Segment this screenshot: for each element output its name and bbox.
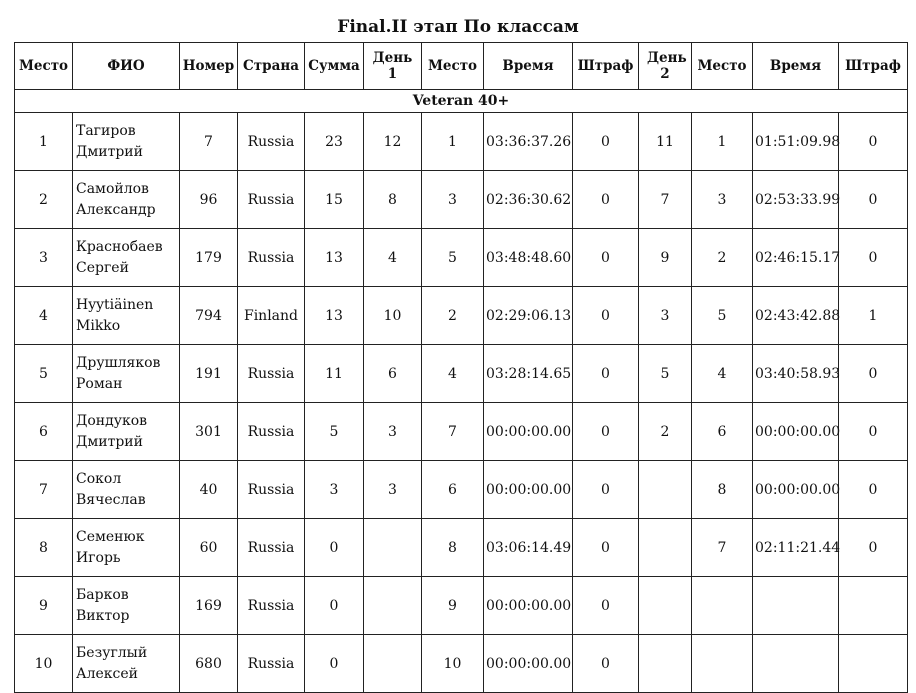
cell-place1: 4 <box>422 345 484 403</box>
header-cell: Время <box>484 43 573 90</box>
cell-place2: 5 <box>692 287 753 345</box>
cell-penalty1: 0 <box>573 171 639 229</box>
cell-sum: 5 <box>305 403 364 461</box>
group-row <box>15 90 908 113</box>
cell-time1: 03:48:48.60 <box>484 229 573 287</box>
cell-time2: 02:46:15.17 <box>753 229 839 287</box>
cell-country: Russia <box>238 113 305 171</box>
cell-day2 <box>639 635 692 693</box>
cell-number: 301 <box>180 403 238 461</box>
cell-country: Russia <box>238 461 305 519</box>
cell-penalty2: 0 <box>839 461 908 519</box>
header-cell: Время <box>753 43 839 90</box>
header-cell: День 1 <box>364 43 422 90</box>
cell-time1: 00:00:00.00 <box>484 577 573 635</box>
given-name: Сергей <box>76 259 129 276</box>
cell-time1: 00:00:00.00 <box>484 635 573 693</box>
cell-penalty2: 0 <box>839 229 908 287</box>
surname: Тагиров <box>76 122 136 139</box>
given-name: Роман <box>76 375 123 392</box>
cell-sum: 15 <box>305 171 364 229</box>
cell-place1: 1 <box>422 113 484 171</box>
cell-day2 <box>639 461 692 519</box>
given-name: Дмитрий <box>76 433 143 450</box>
cell-day2: 9 <box>639 229 692 287</box>
cell-day1: 4 <box>364 229 422 287</box>
cell-time2: 02:53:33.99 <box>753 171 839 229</box>
table-row <box>15 171 908 229</box>
cell-place1: 3 <box>422 171 484 229</box>
cell-place1: 2 <box>422 287 484 345</box>
table-row <box>15 461 908 519</box>
cell-name <box>73 229 180 287</box>
cell-number: 680 <box>180 635 238 693</box>
cell-place: 10 <box>15 635 73 693</box>
cell-name <box>73 345 180 403</box>
cell-penalty1: 0 <box>573 461 639 519</box>
cell-penalty1: 0 <box>573 403 639 461</box>
table-row <box>15 345 908 403</box>
cell-day1 <box>364 519 422 577</box>
cell-day1 <box>364 577 422 635</box>
header-cell: Штраф <box>839 43 908 90</box>
cell-penalty1: 0 <box>573 577 639 635</box>
cell-day2: 11 <box>639 113 692 171</box>
cell-penalty1: 0 <box>573 287 639 345</box>
given-name: Игорь <box>76 549 121 566</box>
cell-sum: 13 <box>305 229 364 287</box>
cell-penalty2: 0 <box>839 519 908 577</box>
cell-day1: 10 <box>364 287 422 345</box>
cell-time2: 02:11:21.44 <box>753 519 839 577</box>
cell-place1: 5 <box>422 229 484 287</box>
given-name: Алексей <box>76 665 138 682</box>
cell-day1: 6 <box>364 345 422 403</box>
cell-sum: 0 <box>305 577 364 635</box>
cell-country: Russia <box>238 519 305 577</box>
table-row <box>15 229 908 287</box>
cell-day2 <box>639 577 692 635</box>
cell-place2: 3 <box>692 171 753 229</box>
cell-name <box>73 577 180 635</box>
surname: Дондуков <box>76 412 148 429</box>
cell-day2: 7 <box>639 171 692 229</box>
cell-place2 <box>692 577 753 635</box>
table-row <box>15 577 908 635</box>
cell-penalty1: 0 <box>573 229 639 287</box>
given-name: Дмитрий <box>76 143 143 160</box>
cell-number: 169 <box>180 577 238 635</box>
table-row <box>15 519 908 577</box>
cell-number: 7 <box>180 113 238 171</box>
cell-penalty2: 0 <box>839 403 908 461</box>
surname: Краснобаев <box>76 238 163 255</box>
cell-number: 191 <box>180 345 238 403</box>
given-name: Александр <box>76 201 156 218</box>
cell-number: 60 <box>180 519 238 577</box>
cell-penalty1: 0 <box>573 635 639 693</box>
header-cell: Номер <box>180 43 238 90</box>
cell-sum: 0 <box>305 519 364 577</box>
cell-day2: 5 <box>639 345 692 403</box>
cell-number: 794 <box>180 287 238 345</box>
cell-number: 96 <box>180 171 238 229</box>
header-cell: Сумма <box>305 43 364 90</box>
table-row <box>15 635 908 693</box>
cell-sum: 23 <box>305 113 364 171</box>
header-cell: День 2 <box>639 43 692 90</box>
cell-time2 <box>753 635 839 693</box>
cell-penalty2 <box>839 577 908 635</box>
cell-name <box>73 171 180 229</box>
cell-penalty2: 0 <box>839 113 908 171</box>
cell-penalty2: 0 <box>839 345 908 403</box>
cell-time1: 03:36:37.26 <box>484 113 573 171</box>
cell-time1: 03:06:14.49 <box>484 519 573 577</box>
surname: Семенюк <box>76 528 145 545</box>
cell-time1: 03:28:14.65 <box>484 345 573 403</box>
cell-day1: 8 <box>364 171 422 229</box>
table-row <box>15 113 908 171</box>
cell-country: Russia <box>238 229 305 287</box>
cell-day2: 2 <box>639 403 692 461</box>
cell-day1: 12 <box>364 113 422 171</box>
cell-day1: 3 <box>364 461 422 519</box>
cell-time2: 01:51:09.98 <box>753 113 839 171</box>
cell-sum: 3 <box>305 461 364 519</box>
cell-place2 <box>692 635 753 693</box>
page-title: Final.II этап По классам <box>337 17 579 37</box>
cell-place: 2 <box>15 171 73 229</box>
cell-country: Russia <box>238 577 305 635</box>
cell-name <box>73 287 180 345</box>
cell-place2: 1 <box>692 113 753 171</box>
header-cell: Место <box>422 43 484 90</box>
cell-number: 179 <box>180 229 238 287</box>
header-cell: Штраф <box>573 43 639 90</box>
cell-country: Russia <box>238 171 305 229</box>
cell-time2: 00:00:00.00 <box>753 461 839 519</box>
cell-day2 <box>639 519 692 577</box>
cell-penalty1: 0 <box>573 113 639 171</box>
cell-day1 <box>364 635 422 693</box>
header-cell: ФИО <box>73 43 180 90</box>
cell-penalty1: 0 <box>573 519 639 577</box>
cell-time1: 00:00:00.00 <box>484 461 573 519</box>
cell-place: 3 <box>15 229 73 287</box>
cell-day2: 3 <box>639 287 692 345</box>
cell-place: 8 <box>15 519 73 577</box>
cell-penalty1: 0 <box>573 345 639 403</box>
cell-name <box>73 403 180 461</box>
cell-penalty2 <box>839 635 908 693</box>
cell-time2: 03:40:58.93 <box>753 345 839 403</box>
surname: Hyytiäinen <box>76 296 154 313</box>
surname: Безуглый <box>76 644 148 661</box>
given-name: Mikko <box>76 317 121 334</box>
cell-country: Russia <box>238 345 305 403</box>
cell-name <box>73 113 180 171</box>
cell-time2: 00:00:00.00 <box>753 403 839 461</box>
cell-place: 4 <box>15 287 73 345</box>
cell-country: Russia <box>238 635 305 693</box>
cell-place: 5 <box>15 345 73 403</box>
cell-penalty2: 1 <box>839 287 908 345</box>
given-name: Вячеслав <box>76 491 146 508</box>
cell-time1: 02:29:06.13 <box>484 287 573 345</box>
group-label: Veteran 40+ <box>15 90 908 113</box>
results-table <box>14 42 908 693</box>
header-cell: Страна <box>238 43 305 90</box>
cell-name <box>73 519 180 577</box>
given-name: Виктор <box>76 607 130 624</box>
cell-name <box>73 635 180 693</box>
cell-place: 7 <box>15 461 73 519</box>
cell-day1: 3 <box>364 403 422 461</box>
cell-time1: 00:00:00.00 <box>484 403 573 461</box>
cell-number: 40 <box>180 461 238 519</box>
cell-place1: 6 <box>422 461 484 519</box>
cell-place2: 8 <box>692 461 753 519</box>
header-row <box>15 43 908 90</box>
cell-time2: 02:43:42.88 <box>753 287 839 345</box>
surname: Сокол <box>76 470 122 487</box>
cell-place1: 9 <box>422 577 484 635</box>
cell-place2: 6 <box>692 403 753 461</box>
surname: Друшляков <box>76 354 161 371</box>
surname: Самойлов <box>76 180 149 197</box>
cell-place1: 7 <box>422 403 484 461</box>
cell-place1: 10 <box>422 635 484 693</box>
table-row <box>15 403 908 461</box>
cell-place: 6 <box>15 403 73 461</box>
table-row <box>15 287 908 345</box>
cell-country: Russia <box>238 403 305 461</box>
header-cell: Место <box>15 43 73 90</box>
header-cell: Место <box>692 43 753 90</box>
cell-place1: 8 <box>422 519 484 577</box>
surname: Барков <box>76 586 129 603</box>
cell-penalty2: 0 <box>839 171 908 229</box>
cell-place: 9 <box>15 577 73 635</box>
cell-time2 <box>753 577 839 635</box>
cell-sum: 11 <box>305 345 364 403</box>
cell-country: Finland <box>238 287 305 345</box>
cell-place2: 4 <box>692 345 753 403</box>
cell-sum: 0 <box>305 635 364 693</box>
cell-place2: 7 <box>692 519 753 577</box>
cell-time1: 02:36:30.62 <box>484 171 573 229</box>
cell-sum: 13 <box>305 287 364 345</box>
cell-place: 1 <box>15 113 73 171</box>
cell-place2: 2 <box>692 229 753 287</box>
cell-name <box>73 461 180 519</box>
